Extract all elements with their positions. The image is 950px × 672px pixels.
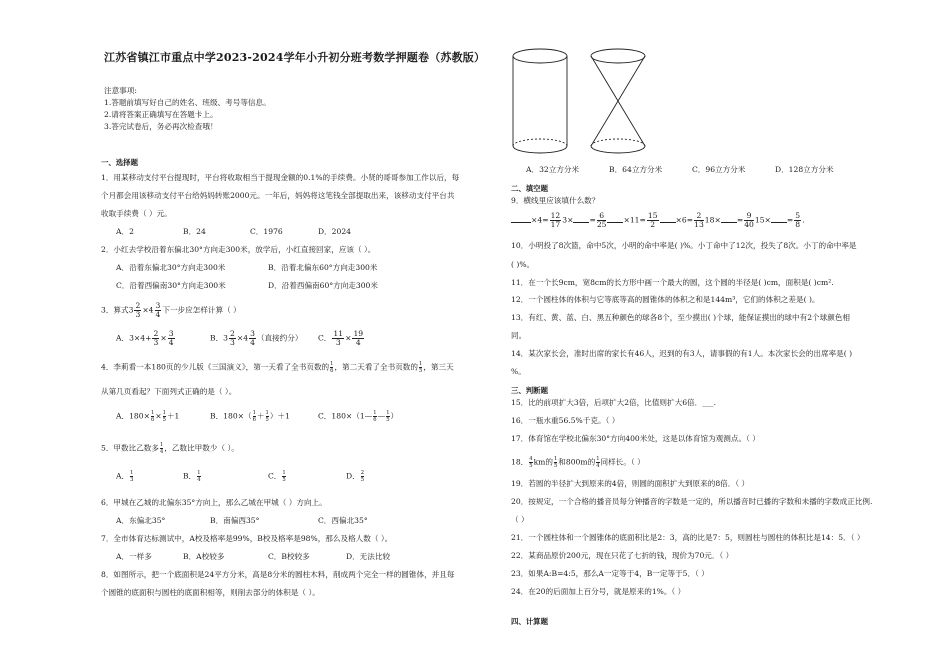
q3-line: 3．算式3 $\frac{2}{3}$ ×4 $\frac{3}{4}$ 下一步应怎样计算（ ） <box>101 301 241 319</box>
q4-line: 从第几页看起？下面列式正确的是（ ）。 <box>101 387 237 396</box>
q9-line: 9．横线里应该填什么数？ <box>511 196 600 205</box>
q6-option-b[interactable]: B．南偏西35° <box>210 516 260 525</box>
q18-line: 18． $\frac{4}{5}$ km的 $\frac{1}{5}$ 和800m的 $\frac{1}{4}$ 同样长。（ ） <box>511 456 645 469</box>
q14-line: %。 <box>511 367 526 376</box>
q17-line: 17．体育馆在学校北偏东30°方向400米处，这是以体育馆为观测点。（ ） <box>511 434 760 443</box>
q16-line: 16．一瓶水重56.5%千克。（ ） <box>511 416 620 425</box>
cylinder-cone-figure <box>506 46 656 156</box>
q2-option-c[interactable]: C．沿着西偏南30°方向走300米 <box>116 281 226 290</box>
q1-line: 个月都会用该移动支付平台给妈妈转账2000元。一年后，妈妈将这笔钱全部提取出来，该移动支付平台共 <box>101 191 455 200</box>
q2-option-d[interactable]: D．沿着西偏南60°方向走300米 <box>268 281 378 290</box>
q5-option-d[interactable]: D． $\frac{2}{5}$ <box>346 470 364 483</box>
q4-option-c[interactable]: C．180×（1— $\frac{1}{6}$ — $\frac{1}{5}$ ） <box>318 410 399 423</box>
q8-line: 个圆锥的底面积与圆柱的底面积相等，则削去部分的体积是（ ）。 <box>101 588 320 597</box>
q21-line: 21．一个圆柱体和一个圆锥体的底面积比是2：3，高的比是7：5，则圆柱与圆柱的体积比是14：5．（ ） <box>511 533 865 542</box>
q3-option-a[interactable]: A．3×4+ $\frac{2}{3}$ × $\frac{3}{4}$ <box>116 329 174 347</box>
q3-option-b[interactable]: B．3 $\frac{2}{3}$ ×4 $\frac{3}{4}$ （直接约分） <box>210 329 303 347</box>
q22-line: 22．某商品原价200元，现在只花了七折的钱，现价为70元．（ ） <box>511 551 734 560</box>
notice-item: 3.答完试卷后，务必再次检查哦！ <box>104 122 218 131</box>
q2-option-b[interactable]: B．沿着北偏东60°方向走300米 <box>268 263 378 272</box>
page-title: 江苏省镇江市重点中学2023-2024学年小升初分班考数学押题卷（苏教版） <box>104 51 486 64</box>
q13-line: 13．有红、黄、蓝、白、黑五种颜色的球各8个，至少摸出( )个球，能保证摸出的球中有2个球颜色相 <box>511 313 851 322</box>
q1-option-d[interactable]: D．2024 <box>318 227 352 236</box>
q19-line: 19．若圆的半径扩大到原来的4倍，则圆的面积扩大到原来的8倍．（ ） <box>511 479 750 488</box>
q23-line: 23．如果A:B=4:5，那么A一定等于4，B一定等于5．（ ） <box>511 569 709 578</box>
q24-line: 24．在20的后面加上百分号，就是原来的1%。（ ） <box>511 587 686 596</box>
q8-option-a[interactable]: A．32立方分米 <box>526 165 580 174</box>
q5-line: 5．甲数比乙数多 $\frac{1}{4}$ ，乙数比甲数少（ ）。 <box>101 442 239 455</box>
q2-option-a[interactable]: A．沿着东偏北30°方向走300米 <box>116 263 226 272</box>
section-heading-calc: 四、计算题 <box>511 617 548 626</box>
q7-option-a[interactable]: A．一样多 <box>116 552 152 561</box>
section-heading-choice: 一、选择题 <box>101 158 138 167</box>
q7-option-b[interactable]: B．A校较多 <box>183 552 225 561</box>
q1-option-a[interactable]: A．2 <box>116 227 134 236</box>
notice-item: 2.请将答案正确填写在答题卡上。 <box>104 110 218 119</box>
q10-line: 10．小明投了8次篮，命中5次，小明的命中率是( )%。小丁命中了12次，投失了8次。小丁的命中率是 <box>511 241 857 250</box>
q2-line: 2．小红去学校沿着东偏北30°方向走300米，放学后，小红直接回家，应该（ ）。 <box>101 245 376 254</box>
q3-option-c[interactable]: C． $\frac{11}{3}$ × $\frac{19}{4}$ <box>318 329 364 347</box>
cylinder-icon <box>513 49 567 153</box>
q20-line: （ ） <box>511 515 529 524</box>
q5-option-c[interactable]: C． $\frac{1}{5}$ <box>268 470 286 483</box>
q4-line: 4．李莉看一本180页的少儿版《三国演义》，第一天看了全书页数的 $\frac{1}{6}$ ，第二天看了全书页数的 $\frac{1}{5}$ ，第三天 <box>101 361 454 374</box>
q20-line: 20．按规定，一个合格的播音员每分钟播音的字数是一定的，所以播音时已播的字数和未播的字数成正比例. <box>511 497 873 506</box>
q13-line: 同。 <box>511 331 527 340</box>
section-heading-fill: 二、填空题 <box>511 184 548 193</box>
q8-option-c[interactable]: C．96立方分米 <box>692 165 746 174</box>
q8-option-b[interactable]: B．64立方分米 <box>609 165 663 174</box>
q4-option-b[interactable]: B．180×（ $\frac{1}{6}$ ＋ $\frac{1}{5}$ ）＋1 <box>210 410 290 423</box>
notice-item: 1.答题前填写好自己的姓名、班级、考号等信息。 <box>104 98 271 107</box>
q1-option-b[interactable]: B．24 <box>183 227 206 236</box>
q7-option-c[interactable]: C．B校较多 <box>268 552 310 561</box>
q1-option-c[interactable]: C．1976 <box>250 227 283 236</box>
q10-line: ( )%。 <box>511 260 535 269</box>
q6-line: 6．甲城在乙城的北偏东35°方向上，那么乙城在甲城（ ）方向上。 <box>101 498 327 507</box>
q4-option-a[interactable]: A．180× $\frac{1}{6}$ × $\frac{1}{5}$ ＋1 <box>116 410 180 423</box>
q8-line: 8．如图所示，把一个底面积是24平方分米，高是8分米的圆柱木料，削成两个完全一样的圆锥体，并且每 <box>101 570 455 579</box>
q6-option-a[interactable]: A．东偏北35° <box>116 516 166 525</box>
q7-line: 7．全市体育达标测试中，A校及格率是99%，B校及格率是98%，那么及格人数（ ）。 <box>101 534 393 543</box>
q5-option-a[interactable]: A． $\frac{1}{3}$ <box>116 470 134 483</box>
q8-option-d[interactable]: D．128立方分米 <box>775 165 834 174</box>
q9-equation: ×4= $\frac{12}{17}$ 3× = $\frac{6}{25}$ ×11= $\frac{15}{2}$ ×6= $\frac{2}{13}$ 18× = $\frac{9}{40}$ 15× = $\frac{5}{8}$ . <box>511 212 805 229</box>
q15-line: 15．比的前项扩大3倍，后项扩大2倍，比值则扩大6倍．___. <box>511 398 717 407</box>
q12-line: 12．一个圆柱体的体积与它等底等高的圆锥体的体积之和是144m³，它们的体积之差是( )。 <box>511 295 820 304</box>
q5-option-b[interactable]: B． $\frac{1}{4}$ <box>183 470 201 483</box>
q6-option-c[interactable]: C．西偏北35° <box>318 516 368 525</box>
double-cone-icon <box>591 49 645 153</box>
q11-line: 11．在一个长9cm，宽8cm的长方形中画一个最大的圆，这个圆的半径是( )cm，面积是( )cm². <box>511 278 834 287</box>
q1-line: 收取手续费（ ）元。 <box>101 209 172 218</box>
q1-line: 1．用某移动支付平台提现时，平台将收取相当于提现金额的0.1%的手续费。小贤的哥哥参加工作以后，每 <box>101 173 460 182</box>
section-heading-judge: 三、判断题 <box>511 386 548 395</box>
q14-line: 14．某次家长会，准时出席的家长有46人，迟到的有3人，请事假的有1人。本次家长会的出席率是( ) <box>511 349 853 358</box>
notice-heading: 注意事项: <box>104 86 137 95</box>
q7-option-d[interactable]: D．无法比较 <box>346 552 391 561</box>
